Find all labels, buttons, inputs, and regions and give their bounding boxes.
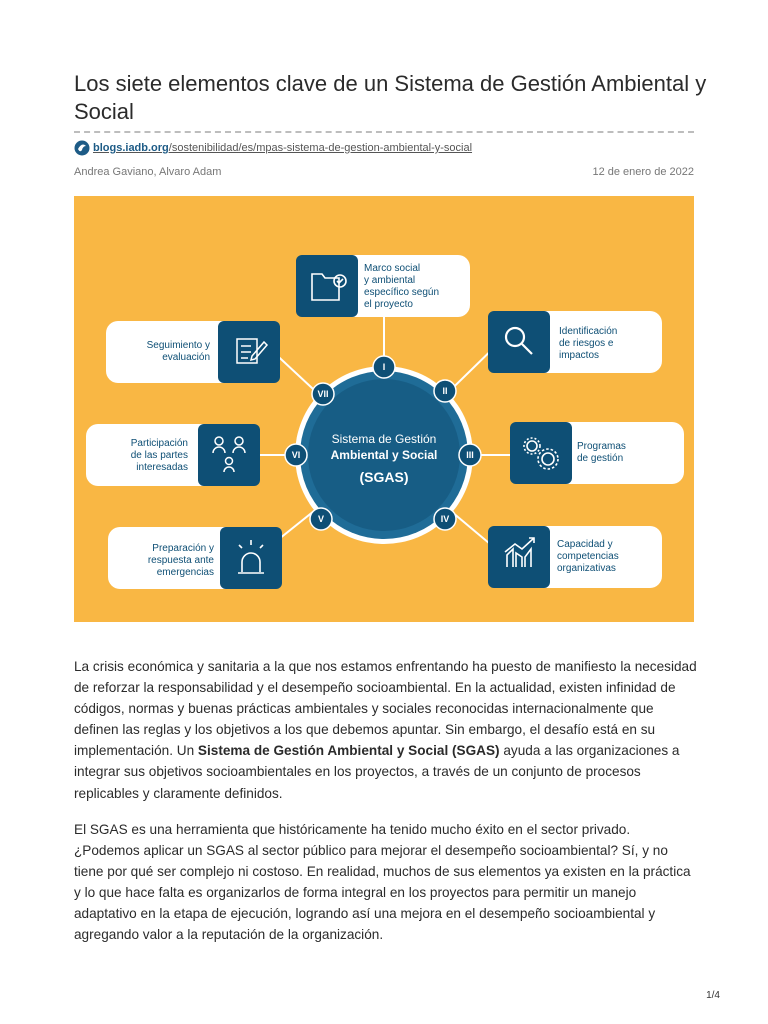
badge-4 [434, 508, 456, 530]
publish-date: 12 de enero de 2022 [592, 166, 694, 178]
svg-text:I: I [382, 362, 386, 372]
element-7-line-1: Seguimiento y [146, 340, 210, 351]
badge-2 [434, 380, 456, 402]
center-line-3: (SGAS) [359, 469, 409, 485]
element-1-line-1: Marco social [364, 263, 421, 274]
center-line-1: Sistema de Gestión [331, 432, 437, 446]
source-link[interactable]: blogs.iadb.org/sostenibilidad/es/mpas-sistema-de-gestion-ambiental-y-social [93, 142, 473, 154]
element-1-line-2: y ambiental [364, 275, 416, 286]
svg-text:VII: VII [317, 389, 329, 399]
element-1 [296, 255, 470, 317]
svg-text:III: III [466, 450, 474, 460]
source-link-row [74, 140, 472, 156]
element-1-line-3: específico según [364, 287, 440, 298]
authors: Andrea Gaviano, Alvaro Adam [74, 166, 222, 178]
element-3 [510, 422, 684, 484]
page-title: Los siete elementos clave de un Sistema de Gestión Ambiental y Social [74, 71, 707, 124]
element-6-line-2: de las partes [130, 450, 188, 461]
sgas-highlight: Sistema de Gestión Ambiental y Social (SGAS) [197, 743, 500, 759]
element-4-line-1: Capacidad y [557, 539, 613, 550]
element-1-icon-box [296, 255, 358, 317]
element-4-line-2: competencias [557, 551, 619, 562]
badge-3 [459, 444, 481, 466]
element-4 [488, 526, 662, 588]
article-body [74, 656, 698, 960]
element-3-line-2: de gestión [577, 453, 624, 464]
badge-7 [312, 383, 334, 405]
paragraph-2: El SGAS es una herramienta que históricamente ha tenido mucho éxito en el sector privado. ¿Podemos aplicar un SGAS al sector público para mejorar el desempeño socioambiental? Sí, y no tiene por qué ser complejo ni costoso. En realidad, muchos de sus elementos ya existen en la práctica y lo que hace falta es organizarlos de forma integral en los proyectos para permitir un manejo adaptativo en la etapa de ejecución, logrando así una mejora en el desempeño socioambiental y agregando valor a la reputación de la organización. [74, 821, 691, 943]
page-indicator: 1/4 [706, 990, 720, 1001]
element-5-line-1: Preparación y [152, 543, 214, 554]
title-divider [74, 131, 694, 133]
badge-1 [373, 356, 395, 378]
sgas-diagram [74, 196, 694, 622]
svg-text:V: V [317, 514, 325, 524]
paragraph-1: La crisis económica y sanitaria a la que nos estamos enfrentando ha puesto de manifiesto la necesidad de reforzar la responsabilidad y el desempeño socioambiental. En la actualidad, existen infinidad de códigos, normas y buenas prácticas ambientales y sociales reconocidas internacionalmente que definen las reglas y los objetivos a los que debemos apuntar. Sin embargo, el desafío está en su implementación. Un Sistema de Gestión Ambiental y Social (SGAS) ayuda a las organizaciones a integrar sus objetivos socioambientales en los proyectos, a través de un conjunto de procesos replicables y claramente definidos. [74, 659, 697, 801]
element-7 [106, 321, 280, 383]
element-5-line-3: emergencias [156, 567, 214, 578]
svg-text:IV: IV [440, 514, 450, 524]
badge-5 [310, 508, 332, 530]
element-6-line-1: Participación [130, 438, 188, 449]
element-6-line-3: interesadas [136, 462, 188, 473]
element-1-line-4: el proyecto [364, 299, 413, 310]
element-2-line-1: Identificación [559, 326, 618, 337]
element-7-line-2: evaluación [162, 352, 210, 363]
element-2-icon-box [488, 311, 550, 373]
element-5-icon-box [220, 527, 282, 589]
site-logo-icon [74, 140, 90, 156]
svg-text:VI: VI [291, 450, 301, 460]
svg-text:II: II [442, 386, 448, 396]
badge-6 [285, 444, 307, 466]
element-2-line-3: impactos [559, 350, 600, 361]
element-6-icon-box [198, 424, 260, 486]
element-3-line-1: Programas [577, 441, 626, 452]
element-5-line-2: respuesta ante [147, 555, 214, 566]
article-meta [74, 166, 694, 178]
element-2 [488, 311, 662, 373]
center-line-2: Ambiental y Social [330, 448, 438, 462]
element-4-icon-box [488, 526, 550, 588]
element-6 [86, 424, 260, 486]
element-5 [108, 527, 282, 589]
element-2-line-2: de riesgos e [559, 338, 614, 349]
element-4-line-3: organizativas [557, 563, 616, 574]
